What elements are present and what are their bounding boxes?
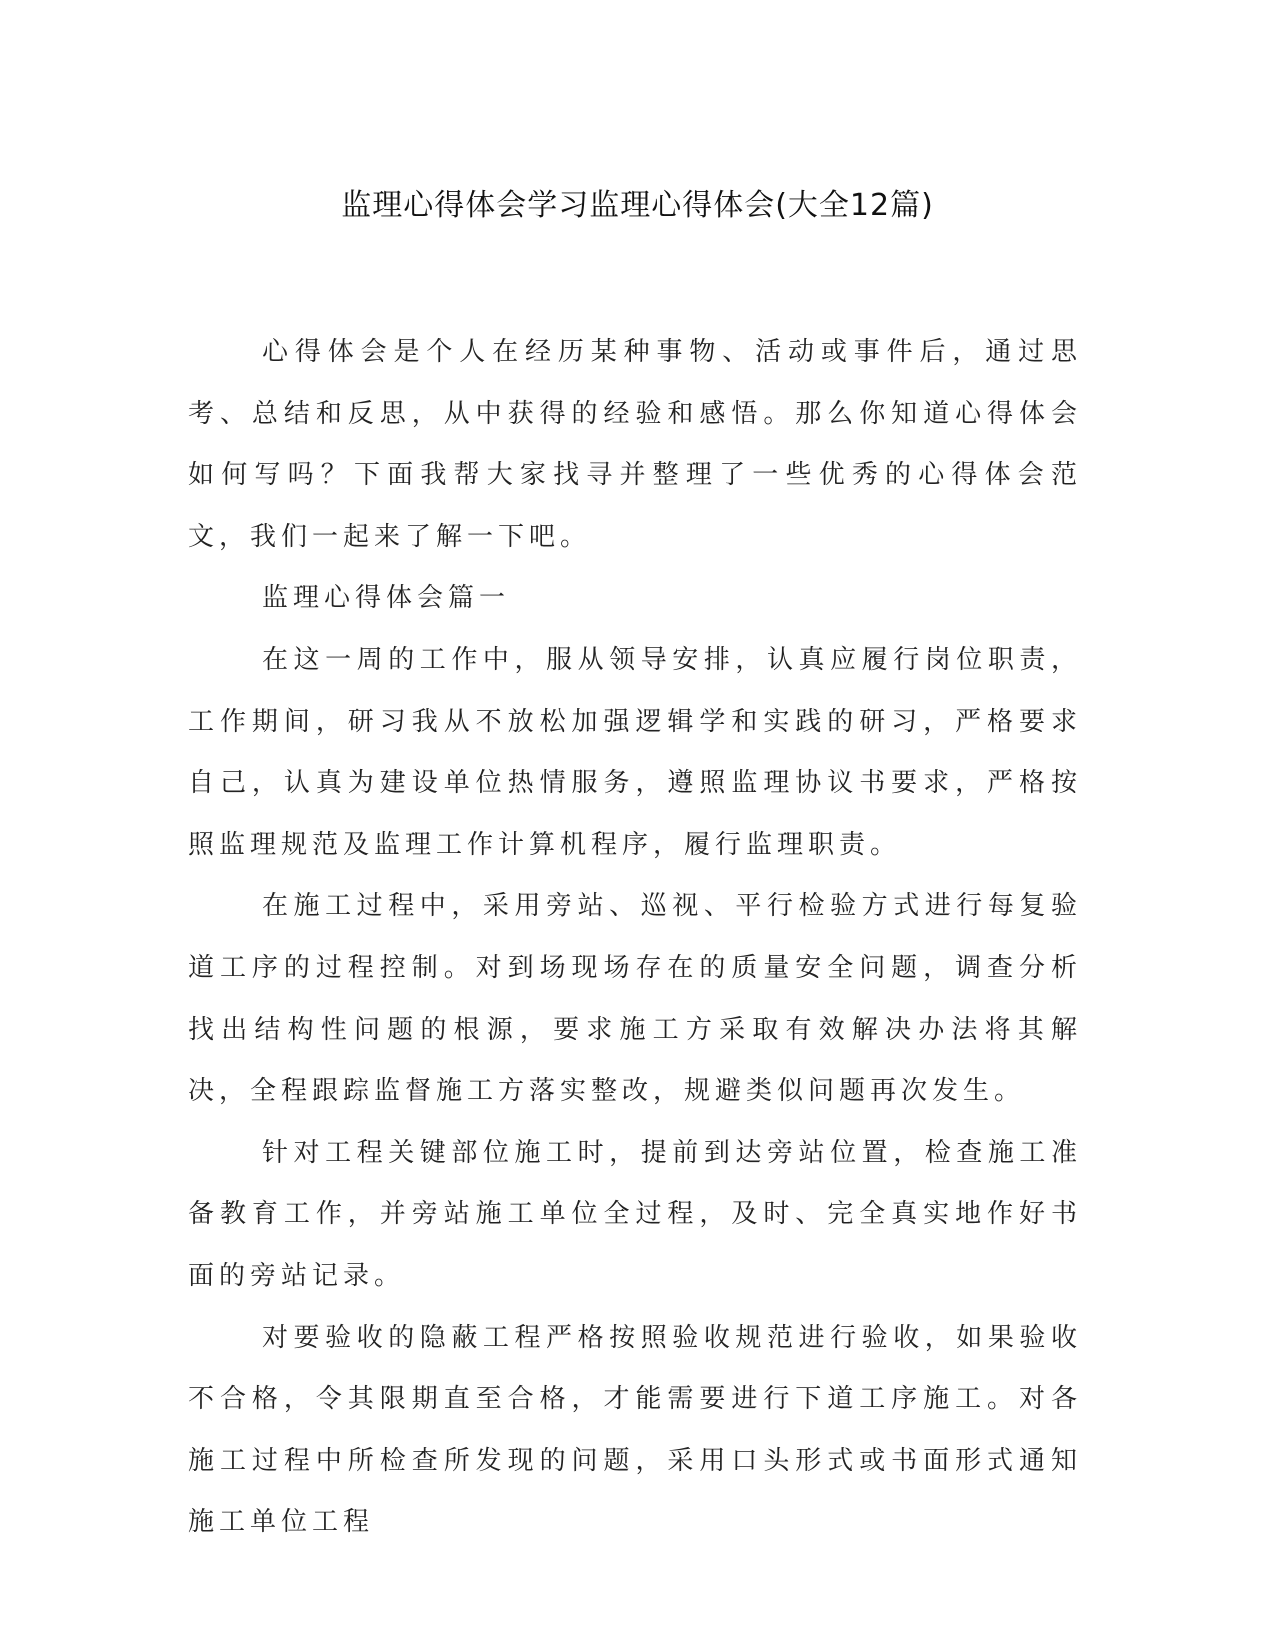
paragraph: 针对工程关键部位施工时，提前到达旁站位置，检查施工准备教育工作，并旁站施工单位全过程，及时、完全真实地作好书面的旁站记录。: [188, 1137, 1082, 1291]
paragraph: 对要验收的隐蔽工程严格按照验收规范进行验收，如果验收不合格，令其限期直至合格，才能需要进行下道工序施工。对各施工过程中所检查所发现的问题，采用口头形式或书面形式通知施工单位工程: [188, 1322, 1082, 1538]
paragraph: 在这一周的工作中，服从领导安排，认真应履行岗位职责，工作期间，研习我从不放松加强逻辑学和实践的研习，严格要求自己，认真为建设单位热情服务，遵照监理协议书要求，严格按照监理规范及监理工作计算机程序，履行监理职责。: [188, 644, 1082, 860]
paragraph-intro: 心得体会是个人在经历某种事物、活动或事件后，通过思考、总结和反思，从中获得的经验和感悟。那么你知道心得体会如何写吗？下面我帮大家找寻并整理了一些优秀的心得体会范文，我们一起来了解一下吧。: [188, 337, 1082, 552]
section-heading: 监理心得体会篇一: [262, 583, 511, 614]
document-title: 监理心得体会学习监理心得体会(大全12篇): [341, 188, 934, 223]
document-body: [188, 322, 1082, 1554]
paragraph: 在施工过程中，采用旁站、巡视、平行检验方式进行每复验道工序的过程控制。对到场现场存在的质量安全问题，调查分析找出结构性问题的根源，要求施工方采取有效解决办法将其解决，全程跟踪监督施工方落实整改，规避类似问题再次发生。: [188, 891, 1082, 1107]
